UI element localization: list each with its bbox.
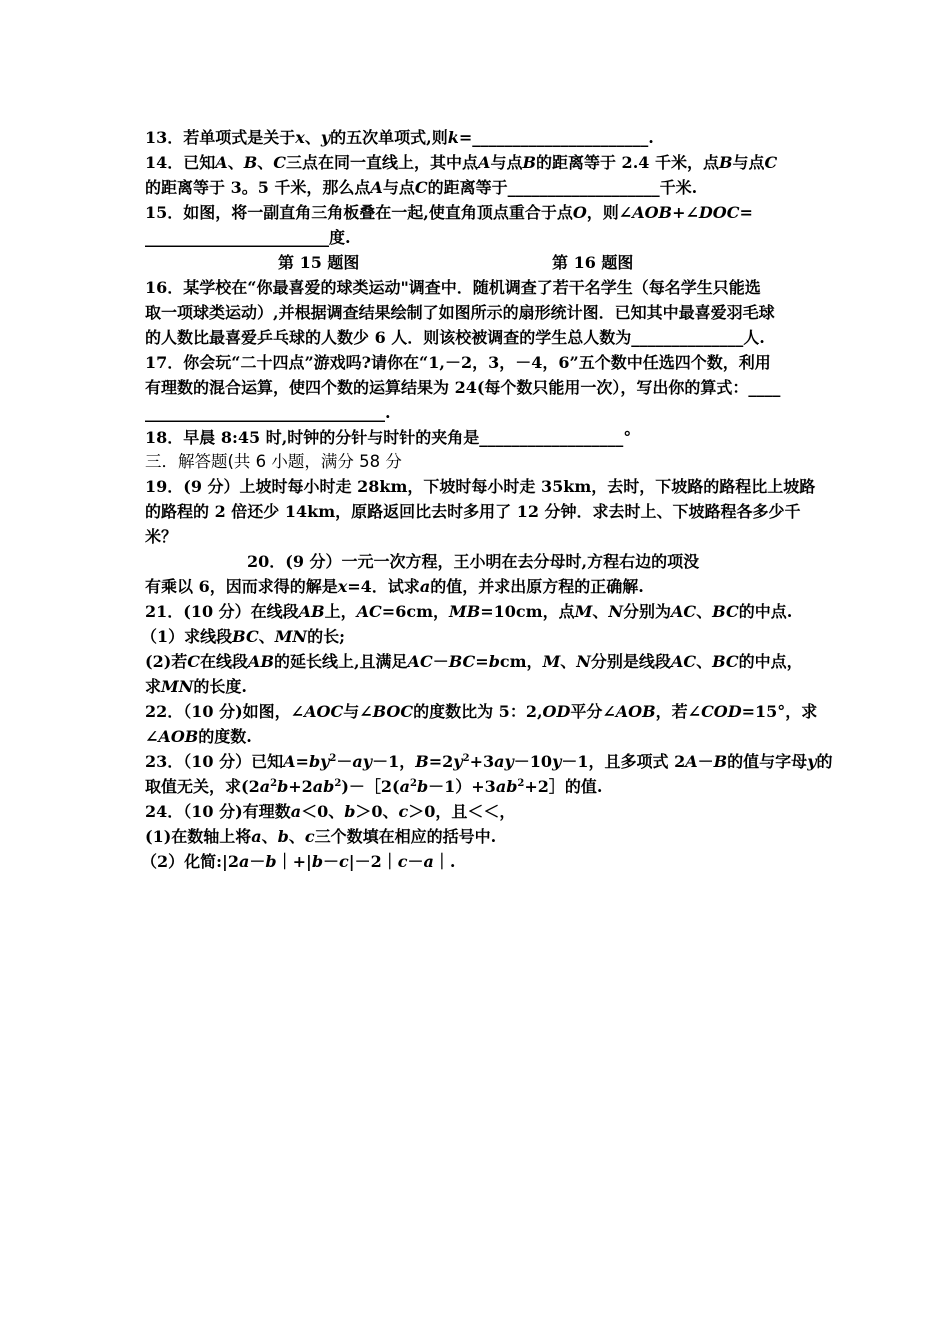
text: 、	[261, 827, 278, 846]
text: 、	[592, 602, 609, 621]
question-16-line-3: 的人数比最喜爱乒乓球的人数少 6 人．则该校被调查的学生总人数为______________人.	[145, 328, 765, 347]
text: 与点	[732, 153, 765, 172]
text: ＜0、	[301, 802, 345, 821]
question-15-line-2	[145, 225, 351, 250]
question-17-line-1: 17．你会玩“二十四点”游戏吗?请你在“1,－2，3，－4，6”五个数中任选四个数，利用	[145, 353, 771, 372]
question-16-line-2: 取一项球类运动）,并根据调查结果绘制了如图所示的扇形统计图．已知其中最喜爱羽毛球	[145, 303, 775, 322]
var: AB	[298, 602, 325, 621]
var: AC	[356, 602, 382, 621]
text: 13．若单项式是关于	[145, 128, 296, 147]
var: a	[290, 802, 302, 821]
text: －	[432, 652, 449, 671]
text: －	[249, 852, 266, 871]
var: y	[320, 128, 331, 147]
var: B	[415, 752, 429, 771]
var: MB	[449, 602, 481, 621]
exponent: 2	[409, 778, 417, 789]
text: 与点	[490, 153, 523, 172]
var: AC	[670, 602, 697, 621]
text: 的距离等于 3。5 千米，那么点	[145, 178, 371, 197]
var: y	[807, 752, 817, 771]
text: (1)在数轴上将	[145, 827, 252, 846]
text: +3	[469, 752, 495, 771]
var: y	[453, 752, 463, 771]
text: 22．（10 分)如图，∠	[145, 702, 305, 721]
text: (2)若	[145, 652, 188, 671]
var: MN	[274, 627, 308, 646]
text: +∠	[672, 203, 699, 222]
text: 取值无关，求(2	[145, 777, 260, 796]
text: ，则∠	[586, 203, 633, 222]
var: a	[239, 852, 250, 871]
var: C	[764, 153, 778, 172]
text: 、	[288, 827, 305, 846]
text: 、	[257, 153, 274, 172]
question-15-line-1	[145, 200, 753, 225]
question-23-line-1	[145, 749, 833, 774]
var: b	[416, 777, 429, 796]
var: B	[243, 153, 258, 172]
answer-blank: =______________________.	[458, 128, 654, 147]
text: 分别为	[622, 602, 671, 621]
text: =	[475, 652, 489, 671]
question-24-line-2	[145, 824, 496, 849]
exponent: 2	[517, 778, 525, 789]
text: 上，	[324, 602, 357, 621]
question-16-line-1: 16．某学校在“你最喜爱的球类运动"调查中．随机调查了若干名学生（每名学生只能选	[145, 278, 761, 297]
var: c	[397, 852, 408, 871]
text: ∠	[145, 727, 159, 746]
question-20-line-2	[145, 574, 644, 599]
text: －1，	[372, 752, 416, 771]
text: 与∠	[343, 702, 373, 721]
var: BOC	[372, 702, 414, 721]
question-17-line-2: 有理数的混合运算，使四个数的运算结果为 24(每个数只能用一次），写出你的算式：____	[145, 378, 781, 397]
text: 的延长线上,且满足	[273, 652, 408, 671]
var: b	[311, 852, 323, 871]
text: （2）化简:|2	[141, 852, 239, 871]
var: AOB	[158, 727, 199, 746]
var: k	[447, 128, 459, 147]
figure-15-caption: 第 15 题图	[278, 253, 360, 272]
text: 14．已知	[145, 153, 216, 172]
var: a	[423, 852, 434, 871]
text: －1）+3	[428, 777, 496, 796]
var: C	[414, 178, 428, 197]
question-24-line-3	[141, 849, 455, 874]
text: ｜.	[433, 852, 456, 871]
question-21-line-1	[145, 599, 792, 624]
text: 的中点.	[738, 602, 793, 621]
text: 的中点，	[738, 652, 803, 671]
var: c	[304, 827, 315, 846]
figure-16-caption: 第 16 题图	[552, 253, 634, 272]
var: O	[572, 203, 587, 222]
var: A	[685, 752, 698, 771]
text: 的长度.	[193, 677, 247, 696]
var: B	[522, 153, 536, 172]
text: 的度数比为 5：2,	[413, 702, 543, 721]
var: a	[399, 777, 410, 796]
text: ｜+|	[276, 852, 312, 871]
var: ay	[352, 752, 373, 771]
text: =15°，求	[741, 702, 818, 721]
var: x	[337, 577, 348, 596]
text: 的长;	[307, 627, 345, 646]
var: A	[215, 153, 228, 172]
exponent: 2	[334, 778, 342, 789]
var: y	[552, 752, 562, 771]
text: （1）求线段	[141, 627, 233, 646]
var: AOB	[615, 702, 656, 721]
question-18: 18．早晨 8:45 时,时钟的分针与时针的夹角是__________________°	[145, 428, 632, 447]
text: ＞0，且＜＜，	[408, 802, 516, 821]
var: C	[187, 652, 201, 671]
question-19-line-2: 的路程的 2 倍还少 14km，原路返回比去时多用了 12 分钟．求去时上、下坡路程各多少千	[145, 502, 801, 521]
text: 、	[304, 128, 321, 147]
text: 21．(10 分）在线段	[145, 602, 299, 621]
text: +2	[288, 777, 313, 796]
var: ab	[312, 777, 335, 796]
answer-blank: _______________________度.	[145, 228, 351, 247]
question-20-line-1: 20．(9 分）一元一次方程，王小明在去分母时,方程右边的项没	[247, 552, 700, 571]
text: －	[336, 752, 353, 771]
var: N	[608, 602, 623, 621]
exponent: 2	[329, 753, 337, 764]
text: 三个数填在相应的括号中.	[314, 827, 497, 846]
text: 的值，并求出原方程的正确解.	[430, 577, 644, 596]
text: =	[295, 752, 309, 771]
question-14-line-1	[145, 150, 777, 175]
text: 的距离等于 2.4 千米，点	[535, 153, 719, 172]
text: －	[407, 852, 424, 871]
var: b	[488, 652, 500, 671]
question-22-line-1	[145, 699, 817, 724]
question-22-line-2	[145, 724, 252, 749]
var: c	[398, 802, 409, 821]
var: b	[277, 777, 289, 796]
text: 在线段	[200, 652, 249, 671]
text: =6cm，	[381, 602, 450, 621]
var: AC	[670, 652, 697, 671]
var: MN	[161, 677, 194, 696]
var: B	[718, 153, 733, 172]
var: a	[419, 577, 431, 596]
text: 24．（10 分)有理数	[145, 802, 291, 821]
text: )－［2(	[341, 777, 400, 796]
exponent: 2	[462, 753, 470, 764]
text: 、	[258, 627, 275, 646]
text: 、	[560, 652, 577, 671]
question-21-line-2	[141, 624, 345, 649]
text: cm，	[499, 652, 543, 671]
text: 的值与字母	[727, 752, 808, 771]
section-heading: 三．解答题(共 6 小题，满分 58 分	[145, 452, 402, 471]
text: －10	[513, 752, 553, 771]
question-13	[145, 125, 654, 150]
var: N	[576, 652, 591, 671]
var: M	[574, 602, 593, 621]
var: a	[259, 777, 271, 796]
text: 求	[145, 677, 162, 696]
question-17-line-3: ______________________________.	[145, 403, 391, 422]
var: A	[283, 752, 296, 771]
text: 与点	[382, 178, 415, 197]
text: －	[697, 752, 714, 771]
var: B	[713, 752, 728, 771]
text: －1，且多项式 2	[561, 752, 686, 771]
question-24-line-1	[145, 799, 515, 824]
var: BC	[448, 652, 476, 671]
text: 23．（10 分）已知	[145, 752, 284, 771]
text: 三点在同一直线上，其中点	[286, 153, 479, 172]
var: x	[295, 128, 305, 147]
question-21-line-4	[145, 674, 247, 699]
answer-blank: 的距离等于___________________千米.	[427, 178, 698, 197]
var: AOB	[632, 203, 673, 222]
var: M	[542, 652, 561, 671]
var: AOC	[304, 702, 344, 721]
question-21-line-3	[145, 649, 803, 674]
text: =	[739, 203, 753, 222]
var: COD	[701, 702, 742, 721]
var: b	[265, 852, 277, 871]
var: ay	[494, 752, 514, 771]
text: =10cm，点	[480, 602, 575, 621]
text: 15．如图，将一副直角三角板叠在一起,使直角顶点重合于点	[145, 203, 573, 222]
text: =4．试求	[347, 577, 420, 596]
text: =2	[428, 752, 454, 771]
exponent: 2	[270, 778, 278, 789]
var: BC	[232, 627, 259, 646]
text: 平分∠	[570, 702, 616, 721]
text: －	[323, 852, 340, 871]
var: by	[308, 752, 330, 771]
var: BC	[712, 602, 739, 621]
text: 的五次单项式,则	[330, 128, 448, 147]
question-19-line-3: 米？	[145, 527, 178, 546]
question-23-line-2	[145, 774, 602, 799]
text: ，若∠	[655, 702, 702, 721]
text: 的	[816, 752, 833, 771]
text: 的度数.	[198, 727, 252, 746]
question-14-line-2	[145, 175, 697, 200]
text: ＞0、	[355, 802, 399, 821]
text: |－2｜	[348, 852, 398, 871]
var: A	[370, 178, 383, 197]
question-19-line-1: 19．(9 分）上坡时每小时走 28km，下坡时每小时走 35km，去时，下坡路的路程比上坡路	[145, 477, 816, 496]
var: b	[344, 802, 356, 821]
var: a	[251, 827, 262, 846]
text: 、	[696, 652, 713, 671]
var: AC	[407, 652, 433, 671]
var: C	[273, 153, 286, 172]
text: +2］的值.	[524, 777, 603, 796]
var: c	[339, 852, 349, 871]
var: BC	[712, 652, 739, 671]
var: AB	[248, 652, 274, 671]
var: ab	[495, 777, 518, 796]
var: b	[277, 827, 289, 846]
text: 、	[696, 602, 713, 621]
var: OD	[542, 702, 571, 721]
var: A	[478, 153, 491, 172]
text: 有乘以 6，因而求得的解是	[145, 577, 338, 596]
text: 分别是线段	[590, 652, 671, 671]
var: DOC	[698, 203, 740, 222]
text: 、	[227, 153, 244, 172]
